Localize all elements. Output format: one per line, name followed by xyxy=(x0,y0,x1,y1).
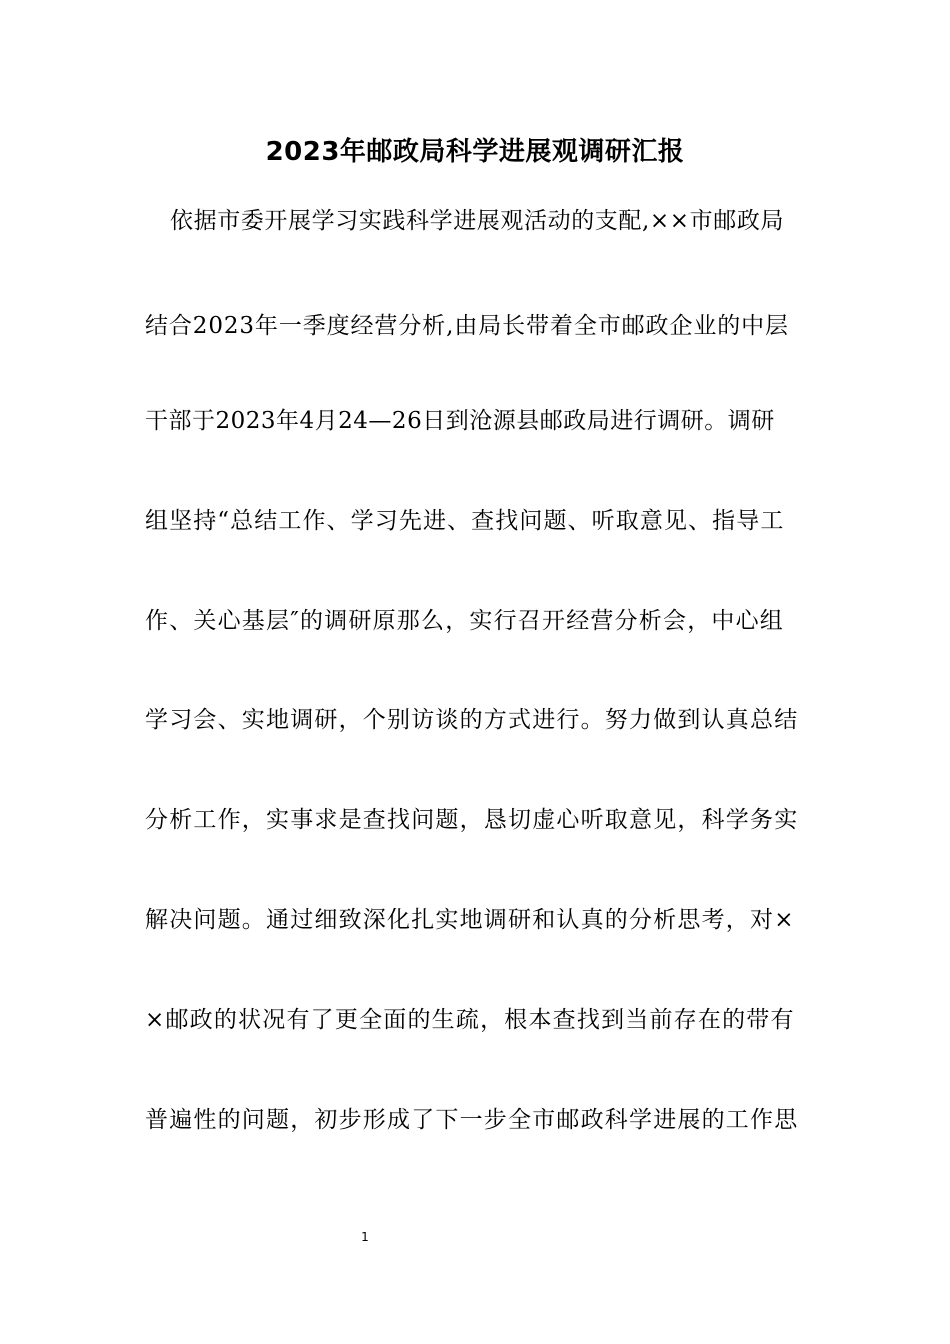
page-number: 1 xyxy=(361,1230,369,1244)
document-title: 2023年邮政局科学进展观调研汇报 xyxy=(265,137,685,167)
body-line-9: ×邮政的状况有了更全面的生疏，根本查找到当前存在的带有 xyxy=(145,1007,795,1033)
body-line-2: 结合2023年一季度经营分析,由局长带着全市邮政企业的中层 xyxy=(145,313,789,339)
body-line-5: 作、关心基层″的调研原那么，实行召开经营分析会，中心组 xyxy=(145,608,784,634)
body-line-4: 组坚持“总结工作、学习先进、查找问题、听取意见、指导工 xyxy=(145,508,785,534)
body-line-7: 分析工作，实事求是查找问题，恳切虚心听取意见，科学务实 xyxy=(145,807,799,833)
body-line-6: 学习会、实地调研，个别访谈的方式进行。努力做到认真总结 xyxy=(145,707,799,733)
body-line-10: 普遍性的问题，初步形成了下一步全市邮政科学进展的工作思 xyxy=(145,1107,799,1133)
body-line-8: 解决问题。通过细致深化扎实地调研和认真的分析思考，对× xyxy=(145,907,795,933)
body-line-3: 干部于2023年4月24—26日到沧源县邮政局进行调研。调研 xyxy=(145,408,775,434)
body-line-1: 依据市委开展学习实践科学进展观活动的支配,××市邮政局 xyxy=(170,208,785,234)
